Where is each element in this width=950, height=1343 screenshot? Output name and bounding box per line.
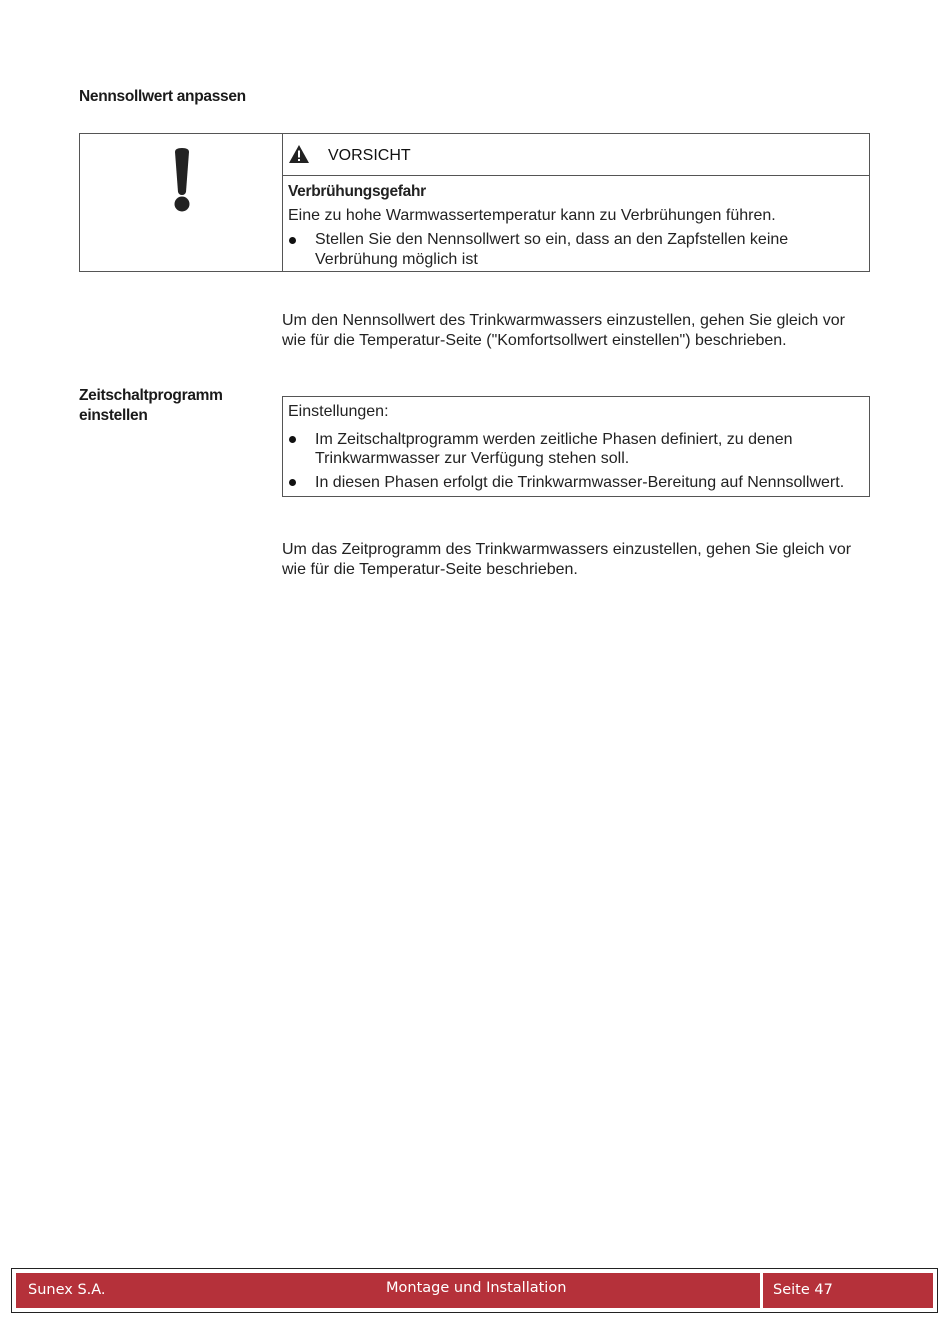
warning-box [79, 133, 870, 272]
section-heading-nennsollwert: Nennsollwert anpassen [79, 88, 246, 105]
warning-text: Eine zu hohe Warmwassertemperatur kann zu Verbrühungen führen. [288, 206, 776, 224]
list-item [288, 473, 864, 493]
footer-company: Sunex S.A. [28, 1282, 106, 1298]
settings-label: Einstellungen: [288, 403, 389, 420]
page-footer [11, 1268, 938, 1313]
settings-box [282, 396, 870, 497]
section-heading-zeitschaltprogramm: Zeitschaltprogramm einstellen [79, 387, 223, 424]
warning-bullet-text: Stellen Sie den Nennsollwert so ein, dass an den Zapfstellen keine Verbrühung möglich ist [315, 231, 789, 268]
warning-title: VORSICHT [328, 147, 411, 164]
warning-body [288, 182, 861, 269]
warning-header [283, 134, 869, 176]
footer-title: Montage und Installation [386, 1280, 567, 1296]
footer-page-number: Seite 47 [773, 1282, 833, 1298]
footer-left-cell [16, 1273, 760, 1308]
warning-triangle-icon [288, 144, 310, 164]
footer-right-cell [763, 1273, 933, 1308]
list-item [288, 230, 861, 269]
settings-bullet-text: In diesen Phasen erfolgt die Trinkwarmwasser-Bereitung auf Nennsollwert. [315, 473, 845, 491]
bullet-icon [289, 479, 296, 486]
paragraph-zeitprogramm: Um das Zeitprogramm des Trinkwarmwassers einzustellen, gehen Sie gleich vor wie für die Temperatur-Seite beschrieben. [282, 541, 852, 578]
warning-subheading: Verbrühungsgefahr [288, 183, 426, 200]
list-item [288, 430, 864, 469]
bullet-icon [289, 436, 296, 443]
warning-icon-cell [80, 134, 283, 271]
settings-bullet-text: Im Zeitschaltprogramm werden zeitliche Phasen definiert, zu denen Trinkwarmwasser zur Verfügung stehen soll. [315, 430, 793, 467]
paragraph-nennsollwert: Um den Nennsollwert des Trinkwarmwassers einzustellen, gehen Sie gleich vor wie für die Temperatur-Seite ("Komfortsollwert einstellen") beschrieben. [282, 312, 845, 349]
exclamation-icon [172, 148, 192, 212]
bullet-icon [289, 237, 296, 244]
